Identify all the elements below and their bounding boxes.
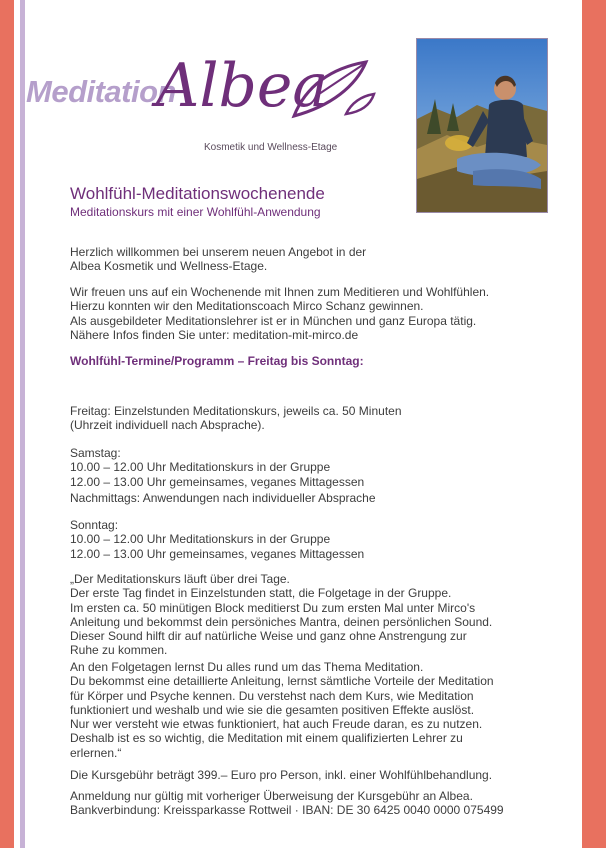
text-line: Hierzu konnten wir den Meditationscoach Mirco Schanz gewinnen. xyxy=(70,299,424,314)
right-coral-stripe xyxy=(582,0,606,848)
sunday-paragraph xyxy=(70,518,364,561)
logo-script-albea: Albea xyxy=(156,51,329,121)
quote-paragraph-1 xyxy=(70,572,492,658)
text-line: „Der Meditationskurs läuft über drei Tage. xyxy=(70,572,290,586)
text-line: 12.00 – 13.00 Uhr gemeinsames, veganes Mittagessen xyxy=(70,546,365,561)
left-coral-stripe xyxy=(0,0,14,848)
text-line: Wir freuen uns auf ein Wochenende mit Ihnen zum Meditieren und Wohlfühlen. xyxy=(70,285,490,299)
text-line: erlernen.“ xyxy=(70,745,122,760)
meditation-photo xyxy=(416,38,548,213)
welcome-paragraph xyxy=(70,245,366,274)
text-line: Anmeldung nur gültig mit vorheriger Überweisung der Kursgebühr an Albea. xyxy=(70,789,473,803)
text-line: Deshalb ist es so wichtig, die Meditation mit einem qualifizierten Lehrer zu xyxy=(70,731,463,746)
text-line: Sonntag: xyxy=(70,518,119,532)
text-line: Herzlich willkommen bei unserem neuen Angebot in der xyxy=(70,245,367,259)
text-line: Nur wer versteht wie etwas funktioniert, hat auch Freude daran, es zu nutzen. xyxy=(70,717,483,732)
text-line: Der erste Tag findet in Einzelstunden statt, die Folgetage in der Gruppe. xyxy=(70,586,452,601)
text-line: Nachmittags: Anwendungen nach individueller Absprache xyxy=(70,490,376,505)
logo-word-meditation: Meditation xyxy=(26,74,176,109)
text-line: Die Kursgebühr beträgt 399.– Euro pro Person, inkl. einer Wohlfühlbehandlung. xyxy=(70,768,493,782)
text-line: Als ausgebildeter Meditationslehrer ist er in München und ganz Europa tätig. xyxy=(70,313,477,328)
text-line: 12.00 – 13.00 Uhr gemeinsames, veganes Mittagessen xyxy=(70,474,365,489)
text-line: Du bekommst eine detaillierte Anleitung, lernst sämtliche Vorteile der Meditation xyxy=(70,674,494,689)
text-line: Samstag: xyxy=(70,446,121,460)
intro-paragraph xyxy=(70,285,489,342)
text-line: (Uhrzeit individuell nach Absprache). xyxy=(70,418,265,433)
text-line: Nähere Infos finden Sie unter: meditation-mit-mirco.de xyxy=(70,327,359,342)
left-lilac-stripe xyxy=(20,0,25,848)
albea-logo xyxy=(26,51,366,156)
text-line: für Körper und Psyche kennen. Du verstehst nach dem Kurs, wie Meditation xyxy=(70,688,474,703)
friday-paragraph xyxy=(70,404,402,433)
program-heading: Wohlfühl-Termine/Programm – Freitag bis Sonntag: xyxy=(70,354,364,368)
page-title: Wohlfühl-Meditationswochenende xyxy=(70,184,325,203)
text-line: Anleitung und bekommst dein persöniches Mantra, deinen persönlichen Sound. xyxy=(70,614,493,629)
text-line: 10.00 – 12.00 Uhr Meditationskurs in der Gruppe xyxy=(70,460,331,475)
text-line: Ruhe zu kommen. xyxy=(70,643,168,658)
text-line: Dieser Sound hilft dir auf natürliche Weise und ganz ohne Anstrengung zur xyxy=(70,629,467,644)
text-line: An den Folgetagen lernst Du alles rund um das Thema Meditation. xyxy=(70,660,424,674)
text-line: Freitag: Einzelstunden Meditationskurs, jeweils ca. 50 Minuten xyxy=(70,404,402,418)
text-line: Im ersten ca. 50 minütigen Block meditierst Du zum ersten Mal unter Mirco's xyxy=(70,600,476,615)
text-line: 10.00 – 12.00 Uhr Meditationskurs in der Gruppe xyxy=(70,532,331,547)
text-line: Bankverbindung: Kreissparkasse Rottweil · IBAN: DE 30 6425 0040 0000 075499 xyxy=(70,803,504,818)
meditating-man-photo-icon xyxy=(417,39,547,212)
logo-tagline: Kosmetik und Wellness-Etage xyxy=(204,142,338,153)
text-line: funktioniert und weshalb und wie sie die gesamten positiven Effekte auslöst. xyxy=(70,702,475,717)
page-subtitle: Meditationskurs mit einer Wohlfühl-Anwendung xyxy=(70,205,321,219)
saturday-paragraph xyxy=(70,446,376,505)
text-line: Albea Kosmetik und Wellness-Etage. xyxy=(70,259,268,274)
quote-paragraph-2 xyxy=(70,660,494,760)
fee-paragraph xyxy=(70,768,492,782)
registration-paragraph xyxy=(70,789,504,818)
